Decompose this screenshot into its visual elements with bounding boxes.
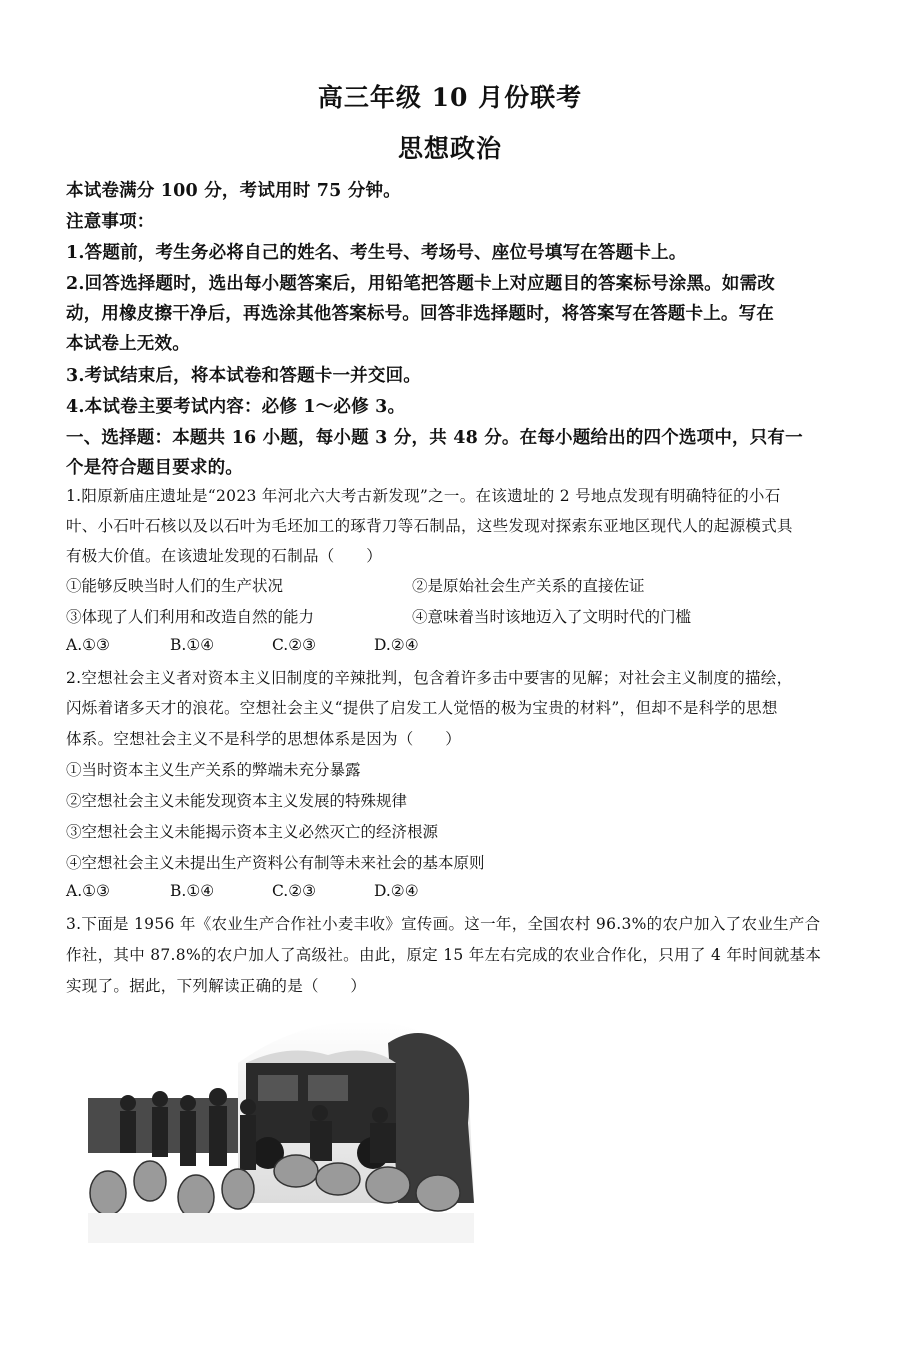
notice-item-4: 4.本试卷主要考试内容：必修 1～必修 3。 <box>66 397 406 417</box>
section-heading-line-2: 个是符合题目要求的。 <box>66 458 243 478</box>
q2-statement-3: ③空想社会主义未能揭示资本主义必然灭亡的经济根源 <box>66 823 439 841</box>
q3-stem-line-1: 3.下面是 1956 年《农业生产合作社小麦丰收》宣传画。这一年，全国农村 96.3%的农户加入了农业生产合 <box>66 915 821 933</box>
q2-statement-4: ④空想社会主义未提出生产资料公有制等未来社会的基本原则 <box>66 854 485 872</box>
subject-title: 思想政治 <box>397 134 502 163</box>
q1-choice-a: A.①③ <box>66 636 110 654</box>
q2-choice-b: B.①④ <box>170 882 215 900</box>
wheat-harvest-poster-image <box>88 1003 474 1243</box>
q2-stem-line-1: 2.空想社会主义者对资本主义旧制度的辛辣批判，包含着许多击中要害的见解；对社会主义制度的描绘， <box>66 669 793 687</box>
q2-stem-line-2: 闪烁着诸多天才的浪花。空想社会主义“提供了启发工人觉悟的极为宝贵的材料”，但却不是科学的思想 <box>66 699 778 717</box>
q3-stem-line-3: 实现了。据此，下列解读正确的是（ ） <box>66 977 367 995</box>
exam-title: 高三年级 10 月份联考 <box>317 83 583 112</box>
q1-choice-b: B.①④ <box>170 636 215 654</box>
q1-statement-3: ③体现了人们利用和改造自然的能力 <box>66 608 315 626</box>
q1-statement-1: ①能够反映当时人们的生产状况 <box>66 577 284 595</box>
q1-stem-line-2: 叶、小石叶石核以及以石叶为毛坯加工的琢背刀等石制品，这些发现对探索东亚地区现代人的起源模式具 <box>66 517 793 535</box>
notice-item-2-line-3: 本试卷上无效。 <box>66 334 190 354</box>
q2-choice-d: D.②④ <box>374 882 419 900</box>
notice-item-1: 1.答题前，考生务必将自己的姓名、考生号、考场号、座位号填写在答题卡上。 <box>66 243 687 263</box>
notice-heading: 注意事项： <box>66 212 155 232</box>
q2-statement-2: ②空想社会主义未能发现资本主义发展的特殊规律 <box>66 792 408 810</box>
q1-stem-line-1: 1.阳原新庙庄遗址是“2023 年河北六大考古新发现”之一。在该遗址的 2 号地点发现有明确特征的小石 <box>66 487 781 505</box>
q1-stem-line-3: 有极大价值。在该遗址发现的石制品（ ） <box>66 547 383 565</box>
q1-statement-2: ②是原始社会生产关系的直接佐证 <box>412 577 645 595</box>
notice-item-2-line-1: 2.回答选择题时，选出每小题答案后，用铅笔把答题卡上对应题目的答案标号涂黑。如需改 <box>66 274 775 294</box>
section-heading-line-1: 一、选择题：本题共 16 小题，每小题 3 分，共 48 分。在每小题给出的四个选项中，只有一 <box>66 428 803 448</box>
score-time-note: 本试卷满分 100 分，考试用时 75 分钟。 <box>66 181 401 201</box>
q1-statement-4: ④意味着当时该地迈入了文明时代的门槛 <box>412 608 692 626</box>
q2-choice-c: C.②③ <box>272 882 317 900</box>
q2-stem-line-3: 体系。空想社会主义不是科学的思想体系是因为（ ） <box>66 730 462 748</box>
q2-choice-a: A.①③ <box>66 882 110 900</box>
q3-stem-line-2: 作社，其中 87.8%的农户加人了高级社。由此，原定 15 年左右完成的农业合作化，只用了 4 年时间就基本 <box>66 946 822 964</box>
notice-item-2-line-2: 动，用橡皮擦干净后，再选涂其他答案标号。回答非选择题时，将答案写在答题卡上。写在 <box>66 304 774 324</box>
q1-choice-d: D.②④ <box>374 636 419 654</box>
q1-choice-c: C.②③ <box>272 636 317 654</box>
q2-statement-1: ①当时资本主义生产关系的弊端未充分暴露 <box>66 761 361 779</box>
notice-item-3: 3.考试结束后，将本试卷和答题卡一并交回。 <box>66 366 421 386</box>
